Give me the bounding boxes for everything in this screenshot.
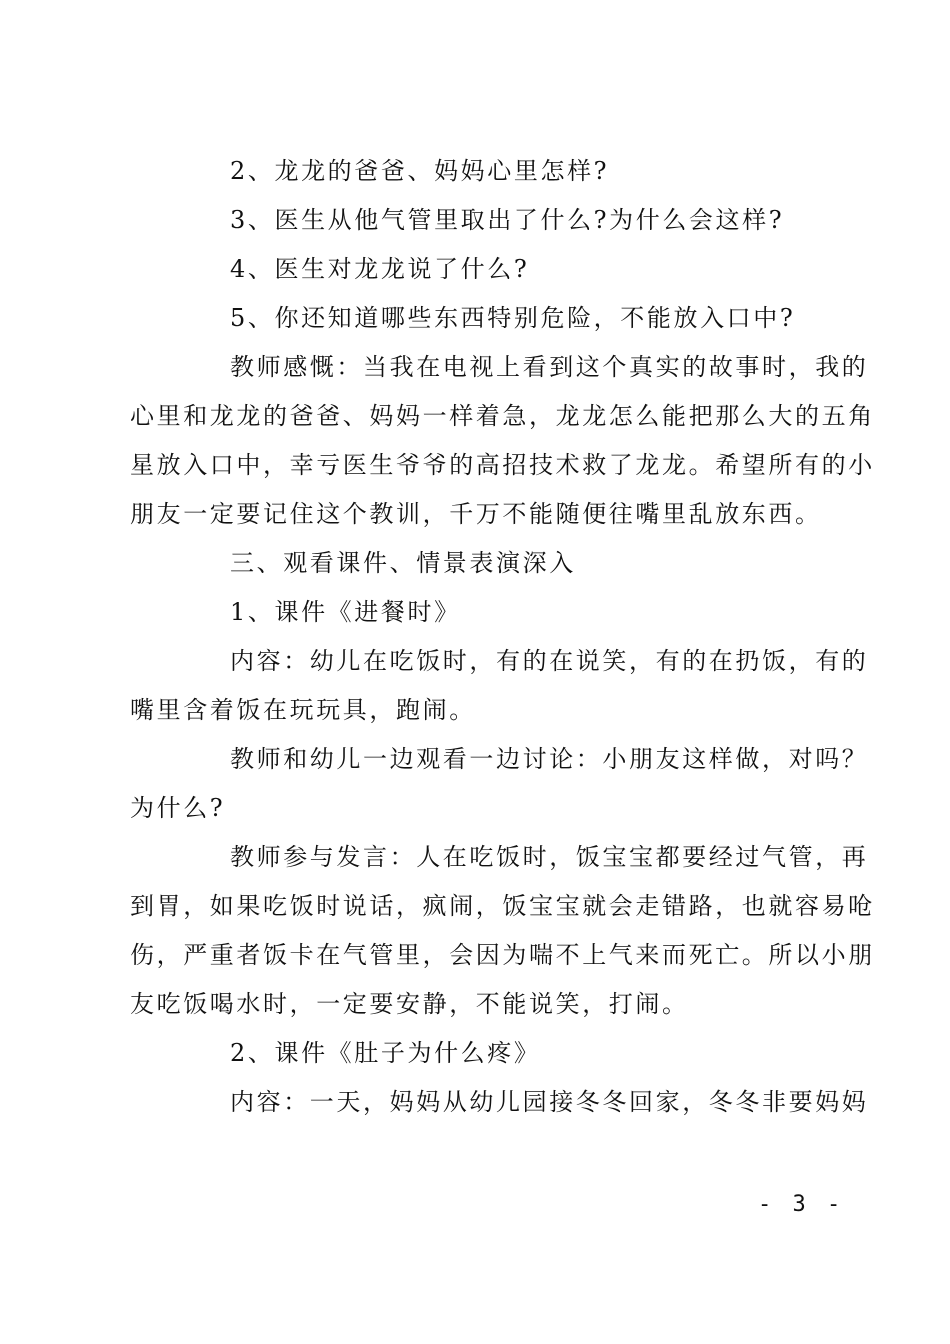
text-line: 内容：幼儿在吃饭时，有的在说笑，有的在扔饭，有的 <box>230 647 869 675</box>
text-line: 朋友一定要记住这个教训，千万不能随便往嘴里乱放东西。 <box>130 500 822 528</box>
discussion-paragraph <box>130 735 869 833</box>
text-line: 1、课件《进餐时》 <box>230 598 461 626</box>
text-line: 3、医生从他气管里取出了什么?为什么会这样? <box>230 206 785 234</box>
content-2-paragraph <box>130 1078 869 1127</box>
text-line: 4、医生对龙龙说了什么? <box>230 255 530 283</box>
text-line: 伤，严重者饭卡在气管里，会因为喘不上气来而死亡。所以小朋 <box>130 941 875 969</box>
courseware-2-heading <box>130 1029 840 1078</box>
question-4 <box>130 245 840 294</box>
teacher-speech-paragraph <box>130 833 875 1029</box>
text-line: 5、你还知道哪些东西特别危险，不能放入口中? <box>230 304 796 332</box>
question-3 <box>130 196 840 245</box>
page-number: - 3 - <box>758 1192 845 1217</box>
question-2 <box>130 147 840 196</box>
text-line: 2、龙龙的爸爸、妈妈心里怎样? <box>230 157 610 185</box>
text-line: 友吃饭喝水时，一定要安静，不能说笑，打闹。 <box>130 990 689 1018</box>
text-line: 为什么? <box>130 794 226 822</box>
text-line: 到胃，如果吃饭时说话，疯闹，饭宝宝就会走错路，也就容易呛 <box>130 892 875 920</box>
text-line: 心里和龙龙的爸爸、妈妈一样着急，龙龙怎么能把那么大的五角 <box>130 402 875 430</box>
text-line: 教师感慨：当我在电视上看到这个真实的故事时，我的 <box>230 353 869 381</box>
text-line: 三、观看课件、情景表演深入 <box>230 549 576 577</box>
question-5 <box>130 294 840 343</box>
text-line: 教师和幼儿一边观看一边讨论：小朋友这样做，对吗？ <box>230 745 869 773</box>
content-1-paragraph <box>130 637 869 735</box>
text-line: 嘴里含着饭在玩玩具，跑闹。 <box>130 696 476 724</box>
text-line: 星放入口中，幸亏医生爷爷的高招技术救了龙龙。希望所有的小 <box>130 451 875 479</box>
courseware-1-heading <box>130 588 840 637</box>
text-line: 教师参与发言：人在吃饭时，饭宝宝都要经过气管，再 <box>230 843 869 871</box>
teacher-feeling-paragraph <box>130 343 875 539</box>
section-3-heading <box>130 539 840 588</box>
text-line: 2、课件《肚子为什么疼》 <box>230 1039 541 1067</box>
text-line: 内容：一天，妈妈从幼儿园接冬冬回家，冬冬非要妈妈 <box>230 1088 869 1116</box>
